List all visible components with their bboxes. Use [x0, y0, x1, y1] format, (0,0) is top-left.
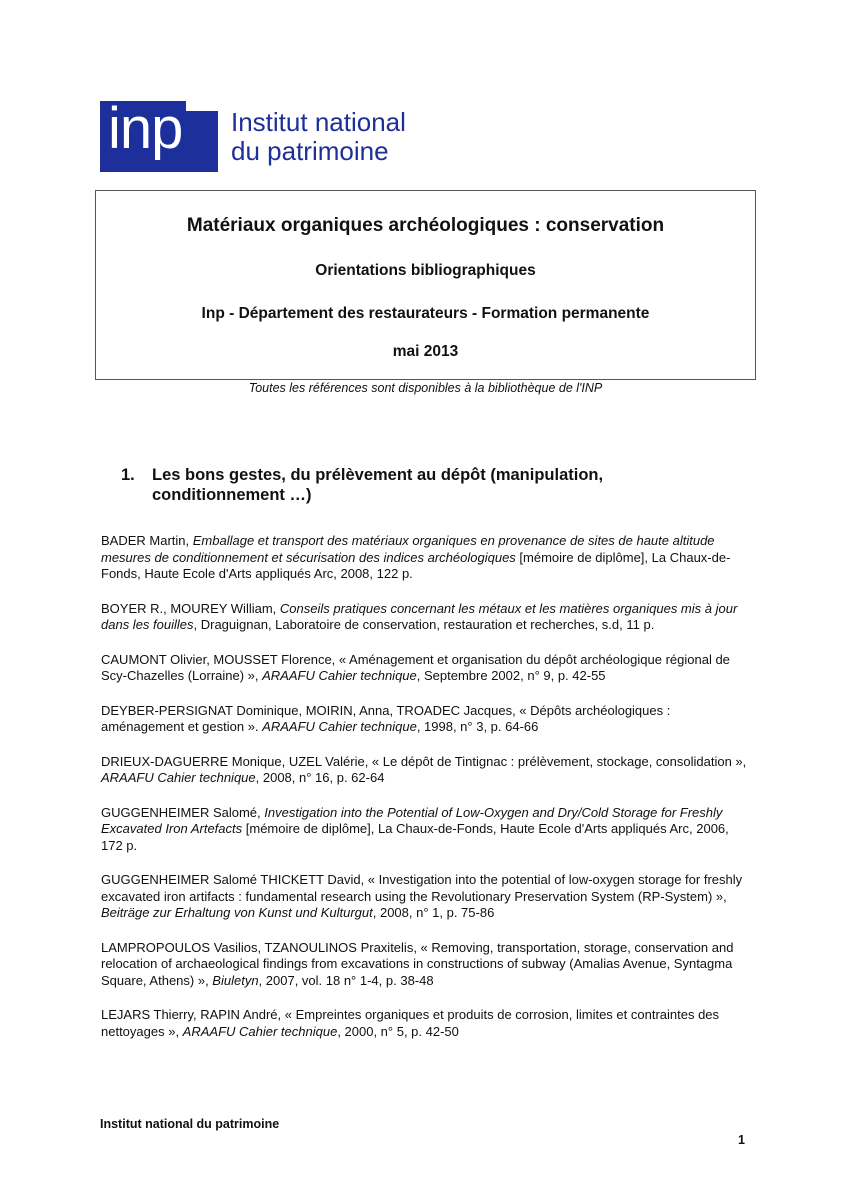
- reference-text: BADER Martin,: [101, 533, 193, 548]
- section-title: Les bons gestes, du prélèvement au dépôt (manipulation, conditionnement …): [152, 466, 604, 504]
- title-box: [95, 190, 756, 380]
- reference-text: [mémoire de diplôme], La Chaux-de-Fonds, Haute Ecole d'Arts appliqués Arc, 2008, 122 p.: [101, 549, 731, 581]
- reference-entry: [101, 805, 751, 855]
- reference-text: , 2008, n° 16, p. 62-64: [255, 770, 385, 785]
- reference-entry: [101, 652, 751, 685]
- reference-text: DRIEUX-DAGUERRE Monique, UZEL Valérie, « Le dépôt de Tintignac : prélèvement, stockage, consolidation »,: [101, 753, 747, 769]
- reference-text: LAMPROPOULOS Vasilios, TZANOULINOS Praxitelis, « Removing, transportation, storage, conservation and relocation of archaeological findings from excavations in constructions of subway (Amalias Avenue, Syntagma Square, Athens) »,: [101, 939, 734, 988]
- reference-entry: [101, 533, 751, 583]
- availability-note: Toutes les références sont disponibles à la bibliothèque de l'INP: [248, 381, 603, 395]
- reference-title: Conseils pratiques concernant les métaux et les matières organiques mis à jour dans les fouilles: [101, 600, 738, 632]
- reference-entry: [101, 703, 751, 736]
- reference-list: [101, 533, 751, 1058]
- reference-text: DEYBER-PERSIGNAT Dominique, MOIRIN, Anna, TROADEC Jacques, « Dépôts archéologiques : aménagement et gestion ».: [101, 702, 671, 734]
- logo-line-2: du patrimoine: [231, 136, 389, 166]
- reference-text: , Septembre 2002, n° 9, p. 42-55: [416, 668, 606, 683]
- logo-notch: [186, 101, 218, 111]
- reference-text: GUGGENHEIMER Salomé,: [101, 804, 265, 820]
- reference-text: , 2008, n° 1, p. 75-86: [372, 905, 495, 920]
- department-line: Inp - Département des restaurateurs - Formation permanente: [201, 305, 650, 322]
- reference-entry: [101, 1007, 751, 1040]
- reference-text: , Draguignan, Laboratoire de conservation, restauration et recherches, s.d, 11 p.: [193, 617, 655, 632]
- reference-text: LEJARS Thierry, RAPIN André, « Empreintes organiques et produits de corrosion, limites et contraintes des nettoyages »,: [101, 1007, 720, 1039]
- footer-text: Institut national du patrimoine: [100, 1117, 280, 1131]
- reference-entry: [101, 940, 751, 990]
- reference-title: Biuletyn: [212, 972, 259, 988]
- logo-line-1: Institut national: [231, 107, 406, 137]
- reference-text: CAUMONT Olivier, MOUSSET Florence, « Aménagement et organisation du dépôt archéologique régional de Scy-Chazelles (Lorraine) »,: [101, 651, 730, 683]
- reference-title: ARAAFU Cahier technique: [101, 770, 256, 785]
- reference-text: BOYER R., MOUREY William,: [101, 600, 280, 616]
- reference-entry: [101, 872, 751, 922]
- document-title: Matériaux organiques archéologiques : conservation: [186, 215, 665, 236]
- reference-text: GUGGENHEIMER Salomé THICKETT David, « Investigation into the potential of low-oxygen storage for freshly excavated iron artifacts : fundamental research using the Revolutionary Preservation System (RP-System) »,: [101, 872, 743, 904]
- section-heading: [121, 465, 641, 505]
- reference-text: , 2000, n° 5, p. 42-50: [337, 1023, 459, 1039]
- inp-logo-mark: [100, 96, 218, 172]
- reference-entry: [101, 754, 751, 787]
- logo-wordmark: [231, 108, 406, 166]
- logo-mark-text: inp: [108, 96, 183, 161]
- reference-entry: [101, 601, 751, 634]
- page-number: 1: [738, 1133, 745, 1147]
- reference-text: [mémoire de diplôme], La Chaux-de-Fonds, Haute Ecole d'Arts appliqués Arc, 2006, 172 p.: [101, 821, 729, 853]
- reference-text: , 1998, n° 3, p. 64-66: [416, 719, 539, 734]
- reference-text: , 2007, vol. 18 n° 1-4, p. 38-48: [258, 972, 434, 988]
- reference-title: Emballage et transport des matériaux organiques en provenance de sites de haute altitude mesures de conditionnement et sécurisation des indices archéologiques: [101, 533, 715, 565]
- reference-title: ARAAFU Cahier technique: [262, 668, 417, 683]
- reference-title: ARAAFU Cahier technique: [182, 1023, 338, 1039]
- section-number: 1.: [121, 466, 135, 484]
- document-subtitle: Orientations bibliographiques: [315, 262, 536, 279]
- reference-title: Investigation into the Potential of Low-Oxygen and Dry/Cold Storage for Freshly Excavated Iron Artefacts: [101, 804, 723, 836]
- reference-title: ARAAFU Cahier technique: [262, 719, 417, 734]
- document-date: mai 2013: [392, 343, 459, 360]
- reference-title: Beiträge zur Erhaltung von Kunst und Kulturgut: [101, 905, 373, 920]
